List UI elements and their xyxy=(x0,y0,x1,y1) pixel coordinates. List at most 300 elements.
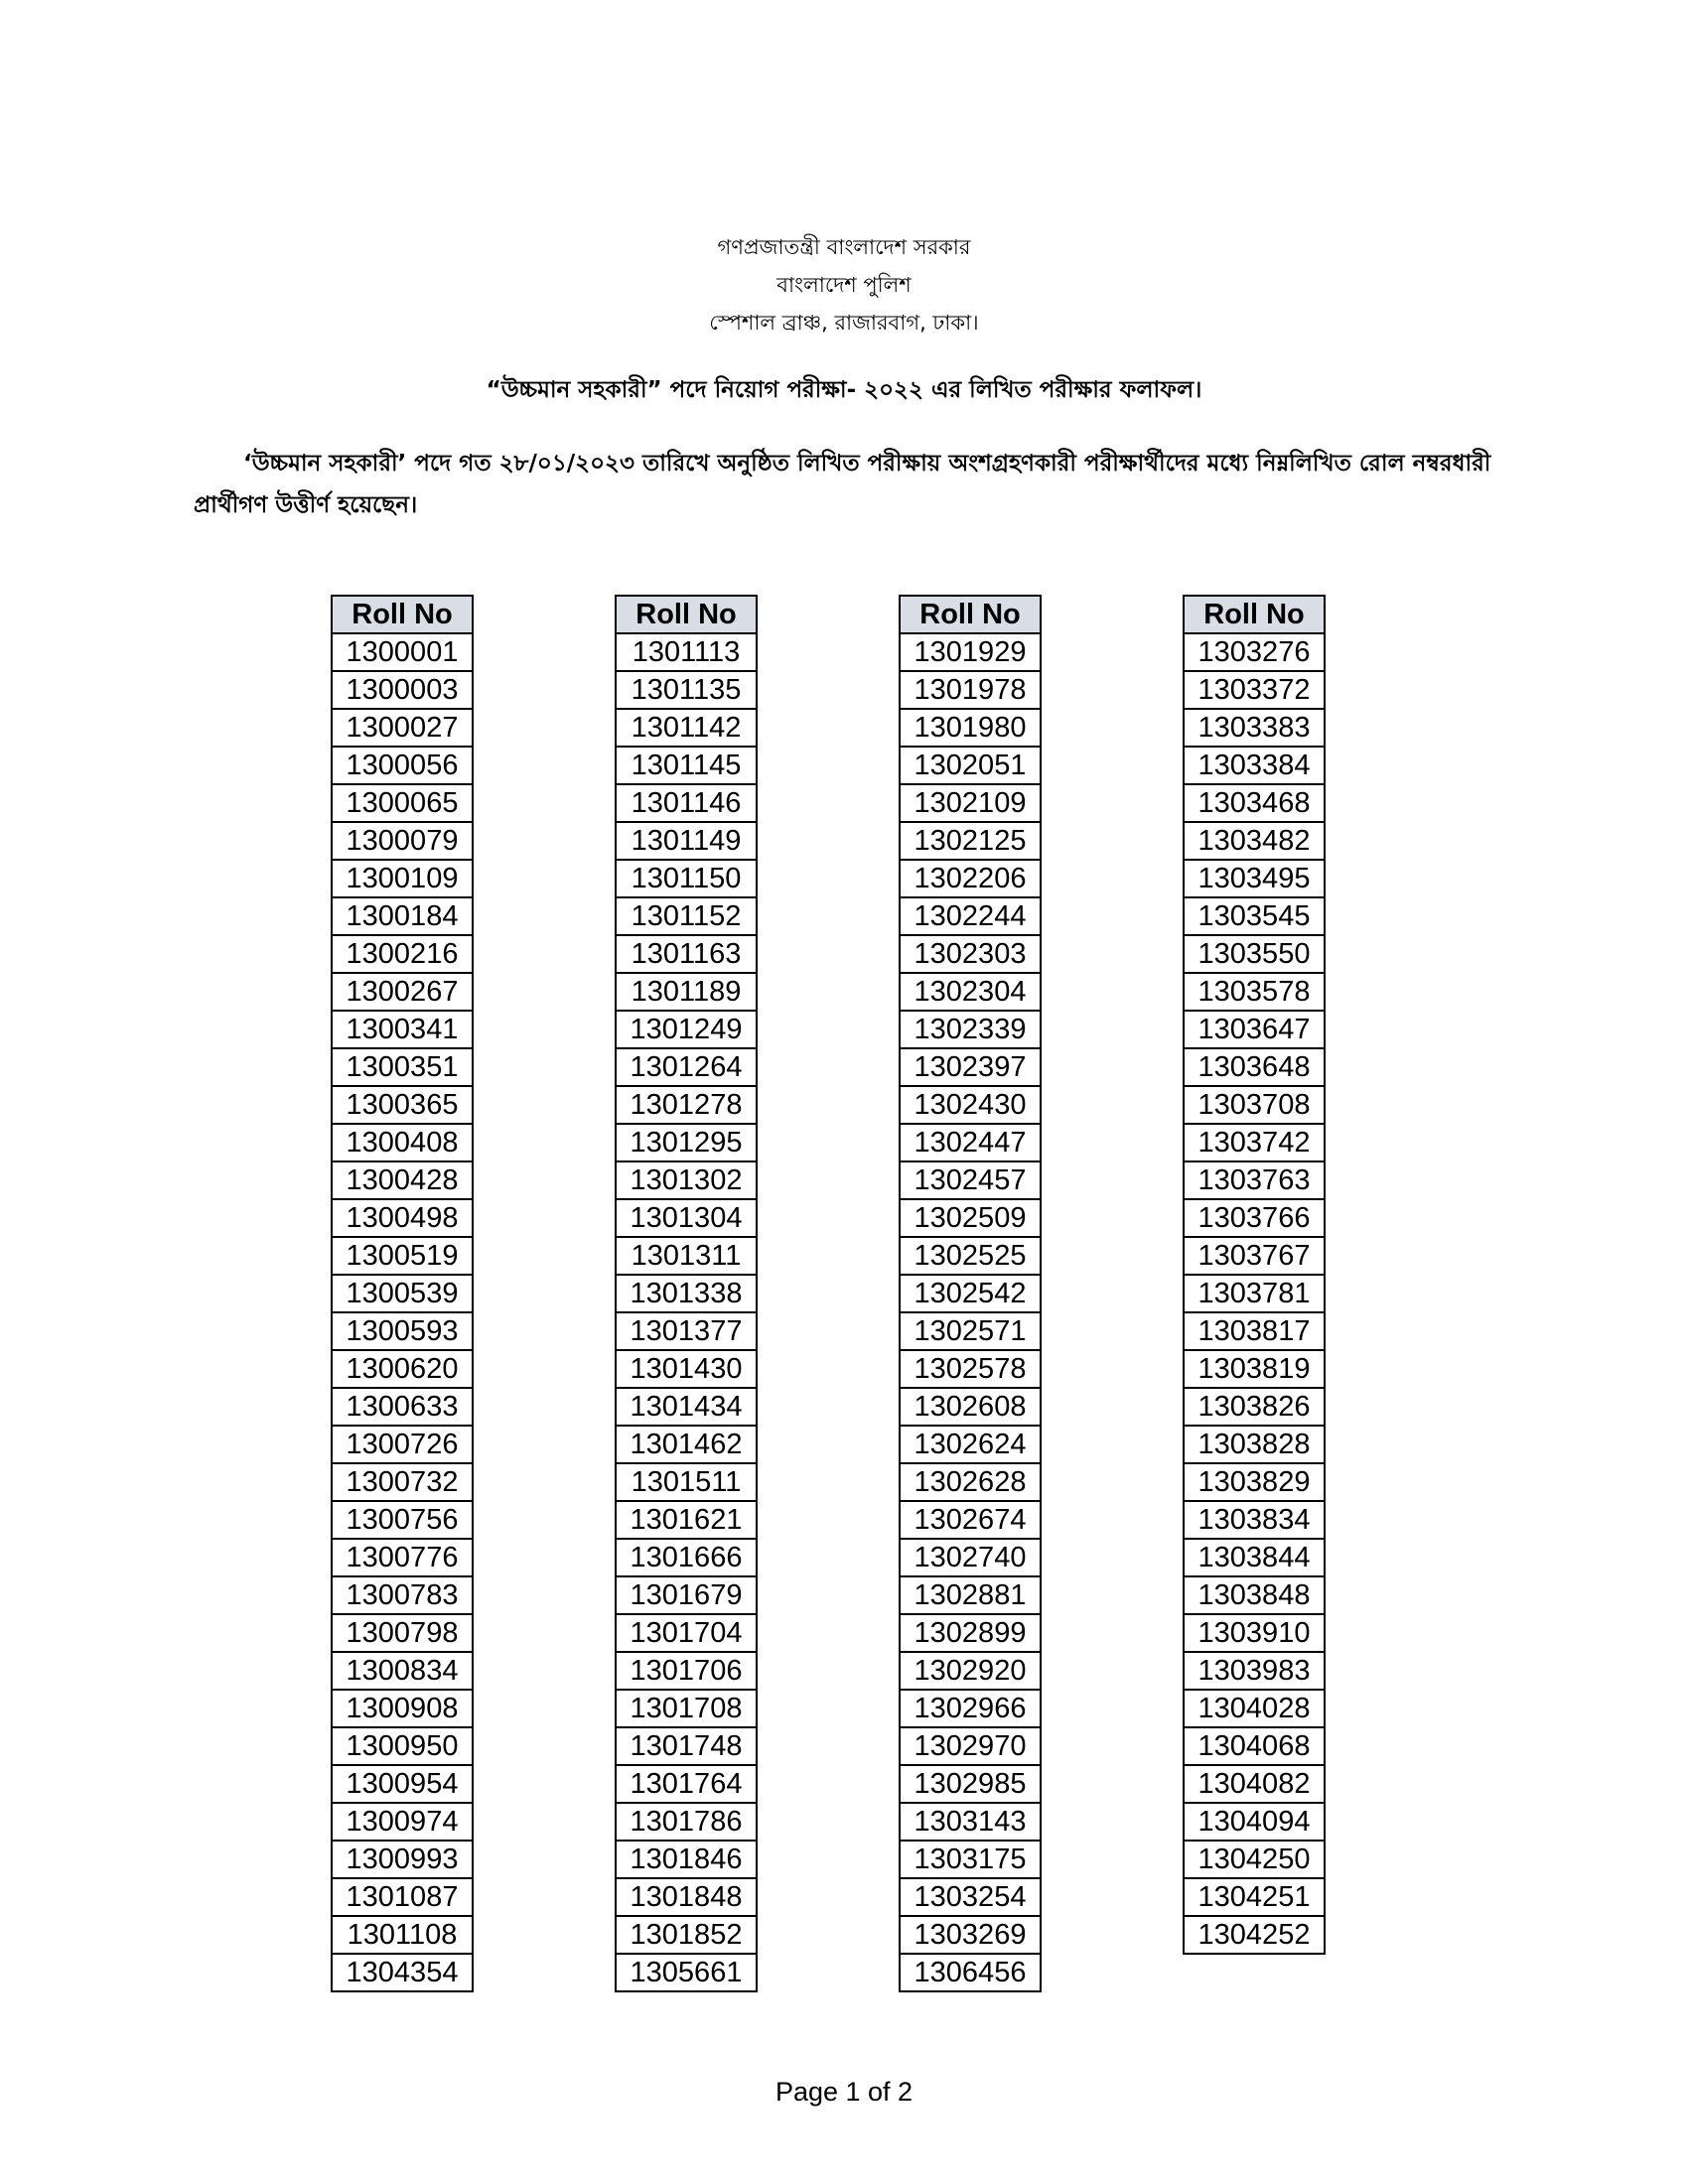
table-row xyxy=(332,1803,473,1841)
table-row xyxy=(616,1878,757,1916)
table-row xyxy=(616,1161,757,1199)
table-row xyxy=(332,1690,473,1727)
table-row xyxy=(332,1237,473,1275)
roll-number: 1300498 xyxy=(332,1199,473,1237)
table-row xyxy=(616,1086,757,1124)
roll-number: 1303269 xyxy=(900,1916,1041,1954)
roll-table-1 xyxy=(331,595,474,1992)
roll-number: 1301146 xyxy=(616,784,757,822)
table-row xyxy=(616,973,757,1011)
table-row xyxy=(1184,784,1325,822)
roll-number: 1302244 xyxy=(900,897,1041,935)
table-row xyxy=(900,1878,1041,1916)
table-row xyxy=(332,1388,473,1426)
roll-number: 1302740 xyxy=(900,1539,1041,1576)
table-row xyxy=(900,1539,1041,1576)
roll-number: 1300756 xyxy=(332,1501,473,1539)
table-row xyxy=(900,1727,1041,1765)
table-row xyxy=(1184,1690,1325,1727)
roll-number: 1302920 xyxy=(900,1652,1041,1690)
roll-number: 1301929 xyxy=(900,633,1041,671)
table-row xyxy=(1184,1312,1325,1350)
table-row xyxy=(332,1652,473,1690)
roll-number: 1300783 xyxy=(332,1576,473,1614)
roll-number: 1300908 xyxy=(332,1690,473,1727)
roll-number: 1301666 xyxy=(616,1539,757,1576)
table-row xyxy=(332,671,473,709)
table-row xyxy=(332,935,473,973)
roll-number: 1303578 xyxy=(1184,973,1325,1011)
roll-number: 1301846 xyxy=(616,1841,757,1878)
table-row xyxy=(332,1727,473,1765)
roll-number: 1302206 xyxy=(900,860,1041,897)
page-title: “উচ্চমান সহকারী” পদে নিয়োগ পরীক্ষা- ২০২২ এর লিখিত পরীক্ষার ফলাফল। xyxy=(486,377,1202,403)
roll-number: 1300351 xyxy=(332,1048,473,1086)
table-row xyxy=(900,1954,1041,1991)
table-row xyxy=(616,1501,757,1539)
table-row xyxy=(616,1614,757,1652)
roll-number: 1300341 xyxy=(332,1011,473,1048)
table-row xyxy=(900,973,1041,1011)
table-row xyxy=(1184,1841,1325,1878)
roll-number: 1303829 xyxy=(1184,1463,1325,1501)
roll-number: 1300593 xyxy=(332,1312,473,1350)
table-row xyxy=(900,1237,1041,1275)
roll-number: 1300633 xyxy=(332,1388,473,1426)
table-row xyxy=(616,935,757,973)
table-row xyxy=(332,1765,473,1803)
table-row xyxy=(332,1086,473,1124)
table-row xyxy=(900,1199,1041,1237)
roll-number: 1301462 xyxy=(616,1426,757,1463)
roll-number: 1305661 xyxy=(616,1954,757,1991)
table-row xyxy=(332,1539,473,1576)
table-row xyxy=(900,1124,1041,1161)
result-paragraph: ‘উচ্চমান সহকারী’ পদে গত ২৮/০১/২০২৩ তারিখে অনুষ্ঠিত লিখিত পরীক্ষায় অংশগ্রহণকারী পরীক্ষার্থীদের মধ্যে নিম্নলিখিত রোল নম্বরধারী প্রার্থীগণ উত্তীর্ণ হয়েছেন। xyxy=(194,451,1491,518)
roll-number: 1300950 xyxy=(332,1727,473,1765)
table-row xyxy=(1184,1426,1325,1463)
table-row xyxy=(332,1916,473,1954)
roll-number: 1304068 xyxy=(1184,1727,1325,1765)
roll-number: 1301108 xyxy=(332,1916,473,1954)
table-row xyxy=(1184,1916,1325,1954)
table-row xyxy=(1184,1237,1325,1275)
roll-number: 1300408 xyxy=(332,1124,473,1161)
table-row xyxy=(332,1124,473,1161)
roll-number: 1300954 xyxy=(332,1765,473,1803)
roll-number: 1301304 xyxy=(616,1199,757,1237)
table-row xyxy=(616,1124,757,1161)
roll-number: 1301430 xyxy=(616,1350,757,1388)
table-row xyxy=(1184,1199,1325,1237)
table-row xyxy=(616,1350,757,1388)
roll-number: 1303254 xyxy=(900,1878,1041,1916)
roll-number: 1301249 xyxy=(616,1011,757,1048)
table-row xyxy=(1184,1388,1325,1426)
roll-number: 1304252 xyxy=(1184,1916,1325,1954)
roll-number: 1302051 xyxy=(900,747,1041,784)
table-row xyxy=(332,1312,473,1350)
table-row xyxy=(616,1652,757,1690)
table-row xyxy=(616,671,757,709)
roll-number: 1301434 xyxy=(616,1388,757,1426)
table-row xyxy=(616,1275,757,1312)
roll-number: 1300798 xyxy=(332,1614,473,1652)
table-row xyxy=(1184,822,1325,860)
roll-number: 1303742 xyxy=(1184,1124,1325,1161)
table-row xyxy=(616,709,757,747)
table-row xyxy=(900,633,1041,671)
roll-number: 1300834 xyxy=(332,1652,473,1690)
roll-number: 1303550 xyxy=(1184,935,1325,973)
table-row xyxy=(332,1199,473,1237)
roll-table-2 xyxy=(615,595,758,1992)
roll-number: 1301706 xyxy=(616,1652,757,1690)
roll-number: 1303834 xyxy=(1184,1501,1325,1539)
table-row xyxy=(616,1841,757,1878)
table-row xyxy=(616,1727,757,1765)
table-row xyxy=(332,1954,473,1991)
roll-number: 1302624 xyxy=(900,1426,1041,1463)
table-row xyxy=(332,897,473,935)
roll-number: 1302125 xyxy=(900,822,1041,860)
roll-number: 1303826 xyxy=(1184,1388,1325,1426)
roll-number: 1303372 xyxy=(1184,671,1325,709)
roll-number: 1303384 xyxy=(1184,747,1325,784)
table-row xyxy=(332,1048,473,1086)
roll-number: 1302571 xyxy=(900,1312,1041,1350)
roll-table-4 xyxy=(1183,595,1326,1955)
roll-number: 1303766 xyxy=(1184,1199,1325,1237)
table-row xyxy=(332,1011,473,1048)
roll-number: 1301189 xyxy=(616,973,757,1011)
table-row xyxy=(616,1312,757,1350)
table-row xyxy=(1184,1614,1325,1652)
roll-number: 1300519 xyxy=(332,1237,473,1275)
table-row xyxy=(1184,1124,1325,1161)
table-row xyxy=(332,747,473,784)
table-row xyxy=(616,1011,757,1048)
roll-number: 1304082 xyxy=(1184,1765,1325,1803)
table-row xyxy=(900,1463,1041,1501)
table-row xyxy=(900,1690,1041,1727)
table-row xyxy=(616,784,757,822)
table-row xyxy=(616,1539,757,1576)
roll-number: 1301295 xyxy=(616,1124,757,1161)
roll-number: 1302525 xyxy=(900,1237,1041,1275)
roll-number: 1301142 xyxy=(616,709,757,747)
roll-number: 1300620 xyxy=(332,1350,473,1388)
roll-number: 1300732 xyxy=(332,1463,473,1501)
table-row xyxy=(332,1350,473,1388)
roll-number: 1301377 xyxy=(616,1312,757,1350)
roll-number: 1302608 xyxy=(900,1388,1041,1426)
roll-number: 1302970 xyxy=(900,1727,1041,1765)
table-row xyxy=(616,1576,757,1614)
table-row xyxy=(1184,1086,1325,1124)
roll-number: 1302881 xyxy=(900,1576,1041,1614)
table-row xyxy=(332,1576,473,1614)
roll-number: 1303648 xyxy=(1184,1048,1325,1086)
roll-number: 1302628 xyxy=(900,1463,1041,1501)
table-row xyxy=(332,784,473,822)
roll-number: 1306456 xyxy=(900,1954,1041,1991)
roll-number: 1303468 xyxy=(1184,784,1325,822)
table-row xyxy=(900,1312,1041,1350)
roll-number: 1303781 xyxy=(1184,1275,1325,1312)
table-row xyxy=(332,1878,473,1916)
table-row xyxy=(616,1803,757,1841)
roll-number: 1303910 xyxy=(1184,1614,1325,1652)
roll-number: 1303545 xyxy=(1184,897,1325,935)
roll-number: 1300216 xyxy=(332,935,473,973)
roll-number: 1300974 xyxy=(332,1803,473,1841)
table-row xyxy=(900,1086,1041,1124)
roll-number: 1301978 xyxy=(900,671,1041,709)
roll-number: 1301748 xyxy=(616,1727,757,1765)
roll-number: 1302339 xyxy=(900,1011,1041,1048)
roll-number: 1300003 xyxy=(332,671,473,709)
table-row xyxy=(1184,1275,1325,1312)
roll-number: 1301163 xyxy=(616,935,757,973)
roll-number: 1301152 xyxy=(616,897,757,935)
table-row xyxy=(1184,973,1325,1011)
table-row xyxy=(900,1614,1041,1652)
table-row xyxy=(616,897,757,935)
table-row xyxy=(900,1350,1041,1388)
roll-number: 1300184 xyxy=(332,897,473,935)
roll-number: 1301302 xyxy=(616,1161,757,1199)
table-row xyxy=(900,671,1041,709)
table-row xyxy=(616,1765,757,1803)
roll-number: 1300027 xyxy=(332,709,473,747)
roll-number: 1302509 xyxy=(900,1199,1041,1237)
table-row xyxy=(900,1011,1041,1048)
table-row xyxy=(900,822,1041,860)
roll-number: 1304251 xyxy=(1184,1878,1325,1916)
table-row xyxy=(900,1652,1041,1690)
roll-number: 1301278 xyxy=(616,1086,757,1124)
roll-number: 1300776 xyxy=(332,1539,473,1576)
roll-number: 1301852 xyxy=(616,1916,757,1954)
table-row xyxy=(616,1463,757,1501)
roll-number: 1300065 xyxy=(332,784,473,822)
table-row xyxy=(1184,860,1325,897)
table-row xyxy=(900,1388,1041,1426)
table-row xyxy=(332,822,473,860)
table-row xyxy=(332,709,473,747)
roll-number: 1302578 xyxy=(900,1350,1041,1388)
table-row xyxy=(332,633,473,671)
document-header xyxy=(0,228,1688,341)
table-row xyxy=(1184,671,1325,709)
roll-number: 1301980 xyxy=(900,709,1041,747)
table-row xyxy=(616,1426,757,1463)
roll-number: 1302397 xyxy=(900,1048,1041,1086)
roll-number: 1301149 xyxy=(616,822,757,860)
table-row xyxy=(1184,633,1325,671)
roll-number: 1302674 xyxy=(900,1501,1041,1539)
roll-number: 1302109 xyxy=(900,784,1041,822)
roll-number: 1300079 xyxy=(332,822,473,860)
table-row xyxy=(616,1954,757,1991)
table-row xyxy=(900,935,1041,973)
table-row xyxy=(1184,1048,1325,1086)
roll-table-3 xyxy=(899,595,1042,1992)
roll-number: 1302304 xyxy=(900,973,1041,1011)
table-row xyxy=(616,633,757,671)
roll-number: 1303175 xyxy=(900,1841,1041,1878)
table-row xyxy=(1184,1350,1325,1388)
roll-number: 1301511 xyxy=(616,1463,757,1501)
roll-number: 1302542 xyxy=(900,1275,1041,1312)
roll-number: 1303482 xyxy=(1184,822,1325,860)
table-row xyxy=(616,1916,757,1954)
roll-number: 1301621 xyxy=(616,1501,757,1539)
office-address: স্পেশাল ব্রাঞ্চ, রাজারবাগ, ঢাকা। xyxy=(709,311,979,335)
table-row xyxy=(616,860,757,897)
column-header: Roll No xyxy=(900,596,1041,633)
table-row xyxy=(332,973,473,1011)
table-row xyxy=(900,1501,1041,1539)
roll-number: 1303143 xyxy=(900,1803,1041,1841)
roll-number: 1302430 xyxy=(900,1086,1041,1124)
roll-number: 1303828 xyxy=(1184,1426,1325,1463)
table-row xyxy=(1184,1011,1325,1048)
table-row xyxy=(616,747,757,784)
roll-number: 1301679 xyxy=(616,1576,757,1614)
roll-number: 1301145 xyxy=(616,747,757,784)
table-row xyxy=(1184,897,1325,935)
table-row xyxy=(332,1841,473,1878)
table-row xyxy=(1184,709,1325,747)
roll-number: 1303817 xyxy=(1184,1312,1325,1350)
table-row xyxy=(900,747,1041,784)
roll-number: 1303276 xyxy=(1184,633,1325,671)
roll-number: 1302457 xyxy=(900,1161,1041,1199)
table-row xyxy=(1184,1652,1325,1690)
roll-number: 1300109 xyxy=(332,860,473,897)
roll-number: 1303819 xyxy=(1184,1350,1325,1388)
table-row xyxy=(1184,1576,1325,1614)
roll-number: 1304094 xyxy=(1184,1803,1325,1841)
page-number: Page 1 of 2 xyxy=(774,2077,914,2107)
roll-number: 1300267 xyxy=(332,973,473,1011)
table-row xyxy=(332,1501,473,1539)
roll-number: 1303763 xyxy=(1184,1161,1325,1199)
table-row xyxy=(1184,1727,1325,1765)
roll-number: 1300001 xyxy=(332,633,473,671)
department-name: বাংলাদেশ পুলিশ xyxy=(776,273,912,297)
table-row xyxy=(1184,1539,1325,1576)
roll-number: 1300539 xyxy=(332,1275,473,1312)
roll-number: 1300365 xyxy=(332,1086,473,1124)
table-row xyxy=(900,860,1041,897)
roll-number: 1302447 xyxy=(900,1124,1041,1161)
table-row xyxy=(1184,747,1325,784)
table-row xyxy=(900,1161,1041,1199)
table-row xyxy=(900,1048,1041,1086)
table-row xyxy=(616,1690,757,1727)
table-row xyxy=(616,1048,757,1086)
table-row xyxy=(616,1388,757,1426)
roll-number: 1302899 xyxy=(900,1614,1041,1652)
table-row xyxy=(1184,1878,1325,1916)
table-row xyxy=(1184,1501,1325,1539)
roll-number: 1300428 xyxy=(332,1161,473,1199)
table-row xyxy=(616,1199,757,1237)
roll-number: 1303383 xyxy=(1184,709,1325,747)
column-header: Roll No xyxy=(616,596,757,633)
roll-number: 1301113 xyxy=(616,633,757,671)
roll-number: 1304250 xyxy=(1184,1841,1325,1878)
table-row xyxy=(332,1463,473,1501)
table-row xyxy=(900,1765,1041,1803)
table-row xyxy=(616,822,757,860)
table-row xyxy=(900,1916,1041,1954)
table-row xyxy=(900,709,1041,747)
roll-number: 1300993 xyxy=(332,1841,473,1878)
roll-number: 1301704 xyxy=(616,1614,757,1652)
table-row xyxy=(1184,1463,1325,1501)
roll-number: 1303844 xyxy=(1184,1539,1325,1576)
table-row xyxy=(900,1426,1041,1463)
table-row xyxy=(1184,1765,1325,1803)
roll-number: 1301848 xyxy=(616,1878,757,1916)
roll-number: 1303848 xyxy=(1184,1576,1325,1614)
government-name: গণপ্রজাতন্ত্রী বাংলাদেশ সরকার xyxy=(717,235,971,259)
table-row xyxy=(900,784,1041,822)
table-row xyxy=(900,897,1041,935)
column-header: Roll No xyxy=(1184,596,1325,633)
roll-number: 1304028 xyxy=(1184,1690,1325,1727)
table-row xyxy=(1184,935,1325,973)
table-row xyxy=(332,860,473,897)
roll-number: 1300056 xyxy=(332,747,473,784)
roll-number: 1301150 xyxy=(616,860,757,897)
table-row xyxy=(900,1275,1041,1312)
roll-number: 1301708 xyxy=(616,1690,757,1727)
table-row xyxy=(616,1237,757,1275)
table-row xyxy=(900,1841,1041,1878)
table-row xyxy=(1184,1803,1325,1841)
table-row xyxy=(332,1161,473,1199)
roll-number: 1303708 xyxy=(1184,1086,1325,1124)
roll-number: 1301338 xyxy=(616,1275,757,1312)
roll-number: 1303983 xyxy=(1184,1652,1325,1690)
roll-number: 1301264 xyxy=(616,1048,757,1086)
roll-number: 1301786 xyxy=(616,1803,757,1841)
table-row xyxy=(332,1275,473,1312)
table-row xyxy=(332,1614,473,1652)
roll-number: 1303767 xyxy=(1184,1237,1325,1275)
table-row xyxy=(900,1803,1041,1841)
column-header: Roll No xyxy=(332,596,473,633)
roll-number: 1303647 xyxy=(1184,1011,1325,1048)
roll-number: 1301764 xyxy=(616,1765,757,1803)
roll-number: 1302966 xyxy=(900,1690,1041,1727)
table-row xyxy=(900,1576,1041,1614)
roll-number: 1303495 xyxy=(1184,860,1325,897)
roll-number: 1301135 xyxy=(616,671,757,709)
roll-number: 1304354 xyxy=(332,1954,473,1991)
roll-number: 1302303 xyxy=(900,935,1041,973)
roll-number: 1301311 xyxy=(616,1237,757,1275)
table-row xyxy=(332,1426,473,1463)
roll-number: 1302985 xyxy=(900,1765,1041,1803)
table-row xyxy=(1184,1161,1325,1199)
roll-number: 1301087 xyxy=(332,1878,473,1916)
